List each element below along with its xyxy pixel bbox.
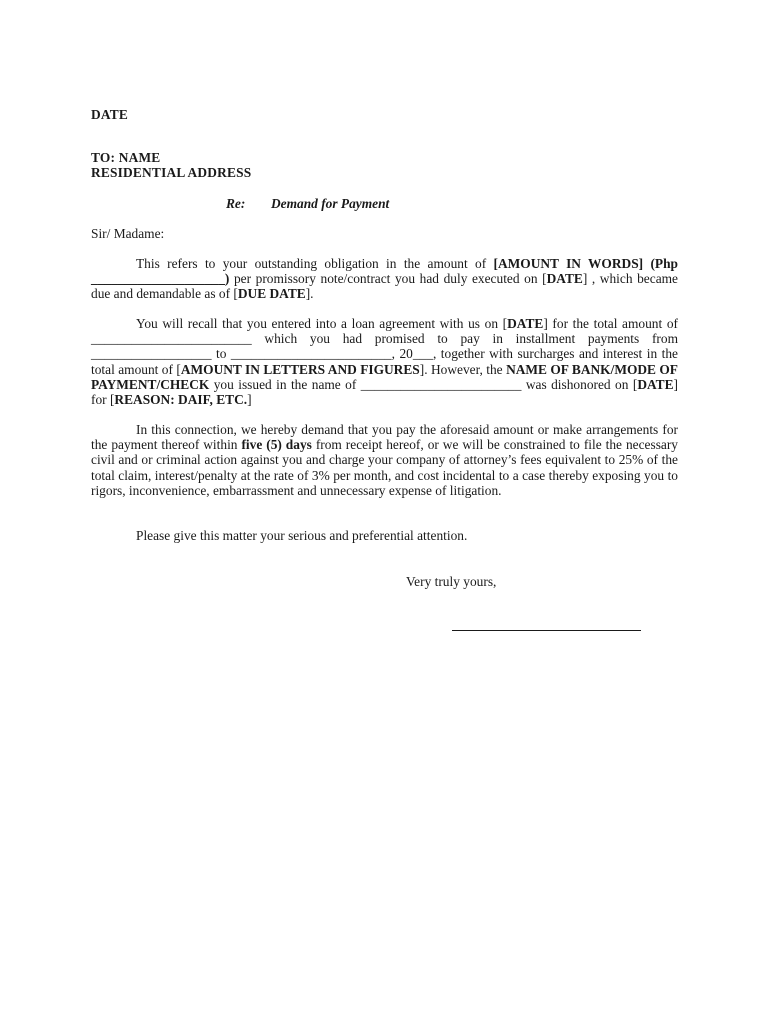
p2-text-6: ] [247, 392, 252, 408]
p3-text-2: from receipt hereof, or we will be constrained to file the necessary civil and or criminal action against you and charge your company of attorney’s fees equivalent to 25% of the total claim, interest/penalty at the rate of 3% per month, and cost incidental to a case thereby exposing you to rigors, inconvenience, embarrassment and unnecessary expense of litigation. [91, 437, 678, 498]
p1-text-2: per promissory note/contract you had duly executed on [ [229, 271, 547, 287]
p2-text-3: ]. However, the [419, 361, 507, 377]
paragraph-attention [91, 528, 678, 543]
p3-deadline: five (5) days [241, 437, 312, 453]
paragraph-demand [91, 422, 678, 498]
closing-text: Very truly yours, [406, 574, 497, 589]
signature-line [452, 622, 641, 631]
subject-text: Demand for Payment [271, 196, 390, 211]
p2-text-5: ] for [ [91, 376, 678, 408]
p1-php-blank: (Php ____________________) [91, 256, 678, 287]
p1-due-date: DUE DATE [237, 286, 306, 302]
p2-text-1: You will recall that you entered into a loan agreement with us on [ [136, 316, 508, 331]
paragraph-obligation [91, 256, 678, 302]
p1-date: DATE [546, 271, 583, 287]
subject-line [226, 196, 389, 212]
p2-date: DATE [507, 316, 544, 331]
p2-reason: REASON: DAIF, ETC. [114, 392, 248, 408]
p2-dishonor-date: DATE [637, 376, 674, 392]
salutation: Sir/ Madame: [91, 226, 165, 241]
recipient-address: RESIDENTIAL ADDRESS [91, 165, 252, 180]
paragraph-loan [91, 316, 678, 407]
p2-text-2: ] for the total amount of ________________________ which you had promised to pay in installment payments from __________________ to ________________________, 20___, together with surcharges and interest in the total amount of [ [91, 316, 678, 377]
p2-text-4: you issued in the name of ________________________ was dishonored on [ [209, 376, 638, 392]
p4-text: Please give this matter your serious and preferential attention. [136, 528, 468, 543]
p1-text-3: ] , which became due and demandable as of [ [91, 271, 678, 302]
p3-text-1: In this connection, we hereby demand that you pay the aforesaid amount or make arrangements for the payment thereof within [91, 422, 678, 453]
p2-amount: AMOUNT IN LETTERS AND FIGURES [180, 361, 420, 377]
re-label: Re: [226, 196, 246, 211]
p1-text-4: ]. [305, 286, 314, 302]
date-heading: DATE [91, 107, 129, 122]
p2-bank: NAME OF BANK/MODE OF PAYMENT/CHECK [91, 361, 678, 392]
p1-text-1: This refers to your outstanding obligation in the amount of [136, 256, 494, 271]
recipient-name: TO: NAME [91, 150, 161, 165]
p1-amount-words: [AMOUNT IN WORDS] [493, 256, 644, 271]
